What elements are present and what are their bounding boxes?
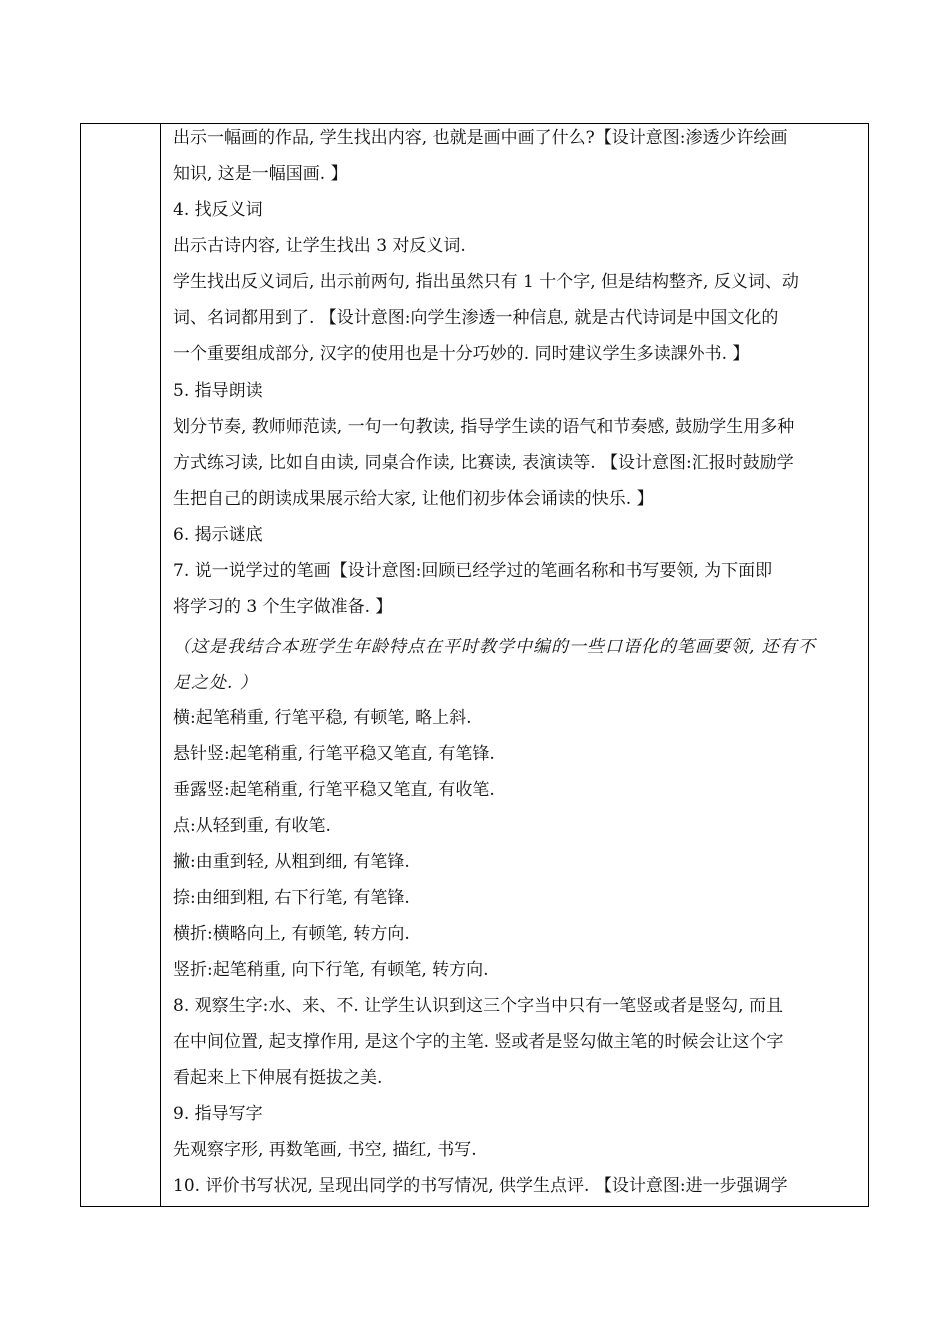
section-heading: 7. 说一说学过的笔画【设计意图:回顾已经学过的笔画名称和书写要领, 为下面即 xyxy=(173,561,773,581)
section-heading: 5. 指导朗读 xyxy=(173,381,263,401)
text-line: 出示一幅画的作品, 学生找出内容, 也就是画中画了什么?【设计意图:渗透少许绘画 xyxy=(173,128,788,148)
note-line: 足之处. ） xyxy=(173,673,258,693)
stroke-rule: 垂露竖:起笔稍重, 行笔平稳又笔直, 有收笔. xyxy=(173,780,495,800)
stroke-rule: 竖折:起笔稍重, 向下行笔, 有顿笔, 转方向. xyxy=(173,960,489,980)
text-line: 学生找出反义词后, 出示前两句, 指出虽然只有 1 十个字, 但是结构整齐, 反义词、动 xyxy=(173,272,799,292)
stroke-rule: 横折:横略向上, 有顿笔, 转方向. xyxy=(173,924,410,944)
section-heading: 8. 观察生字:水、来、不. 让学生认识到这三个字当中只有一笔竖或者是竖勾, 而且 xyxy=(173,996,783,1016)
text-line: 出示古诗内容, 让学生找出 3 对反义词. xyxy=(173,236,466,256)
text-line: 先观察字形, 再数笔画, 书空, 描红, 书写. xyxy=(173,1140,477,1160)
text-line: 生把自己的朗读成果展示给大家, 让他们初步体会诵读的快乐. 】 xyxy=(173,489,654,509)
text-line: 在中间位置, 起支撑作用, 是这个字的主笔. 竖或者是竖勾做主笔的时候会让这个字 xyxy=(173,1032,784,1052)
left-column-cell xyxy=(81,124,161,1206)
stroke-rule: 捺:由细到粗, 右下行笔, 有笔锋. xyxy=(173,888,410,908)
section-heading: 10. 评价书写状况, 呈现出同学的书写情况, 供学生点评. 【设计意图:进一步强调学 xyxy=(173,1176,788,1196)
stroke-rule: 点:从轻到重, 有收笔. xyxy=(173,816,331,836)
text-line: 看起来上下伸展有挺拔之美. xyxy=(173,1068,383,1088)
text-line: 将学习的 3 个生字做准备. 】 xyxy=(173,597,393,617)
text-line: 知识, 这是一幅国画. 】 xyxy=(173,164,348,184)
section-heading: 4. 找反义词 xyxy=(173,200,263,220)
text-line: 一个重要组成部分, 汉字的使用也是十分巧妙的. 同时建议学生多读課外书. 】 xyxy=(173,344,750,364)
section-heading: 9. 指导写字 xyxy=(173,1104,263,1124)
stroke-rule: 悬针竖:起笔稍重, 行笔平稳又笔直, 有笔锋. xyxy=(173,744,495,764)
section-heading: 6. 揭示谜底 xyxy=(173,525,263,545)
text-line: 方式练习读, 比如自由读, 同桌合作读, 比赛读, 表演读等. 【设计意图:汇报时鼓励学 xyxy=(173,453,794,473)
text-line: 划分节奏, 教师师范读, 一句一句教读, 指导学生读的语气和节奏感, 鼓励学生用多种 xyxy=(173,417,795,437)
text-line: 词、名词都用到了. 【设计意图:向学生渗透一种信息, 就是古代诗词是中国文化的 xyxy=(173,308,779,328)
stroke-rule: 横:起笔稍重, 行笔平稳, 有顿笔, 略上斜. xyxy=(173,708,472,728)
note-line: （这是我结合本班学生年龄特点在平时教学中编的一些口语化的笔画要领, 还有不 xyxy=(173,637,816,657)
stroke-rule: 撇:由重到轻, 从粗到细, 有笔锋. xyxy=(173,852,410,872)
lesson-table xyxy=(80,123,869,1207)
